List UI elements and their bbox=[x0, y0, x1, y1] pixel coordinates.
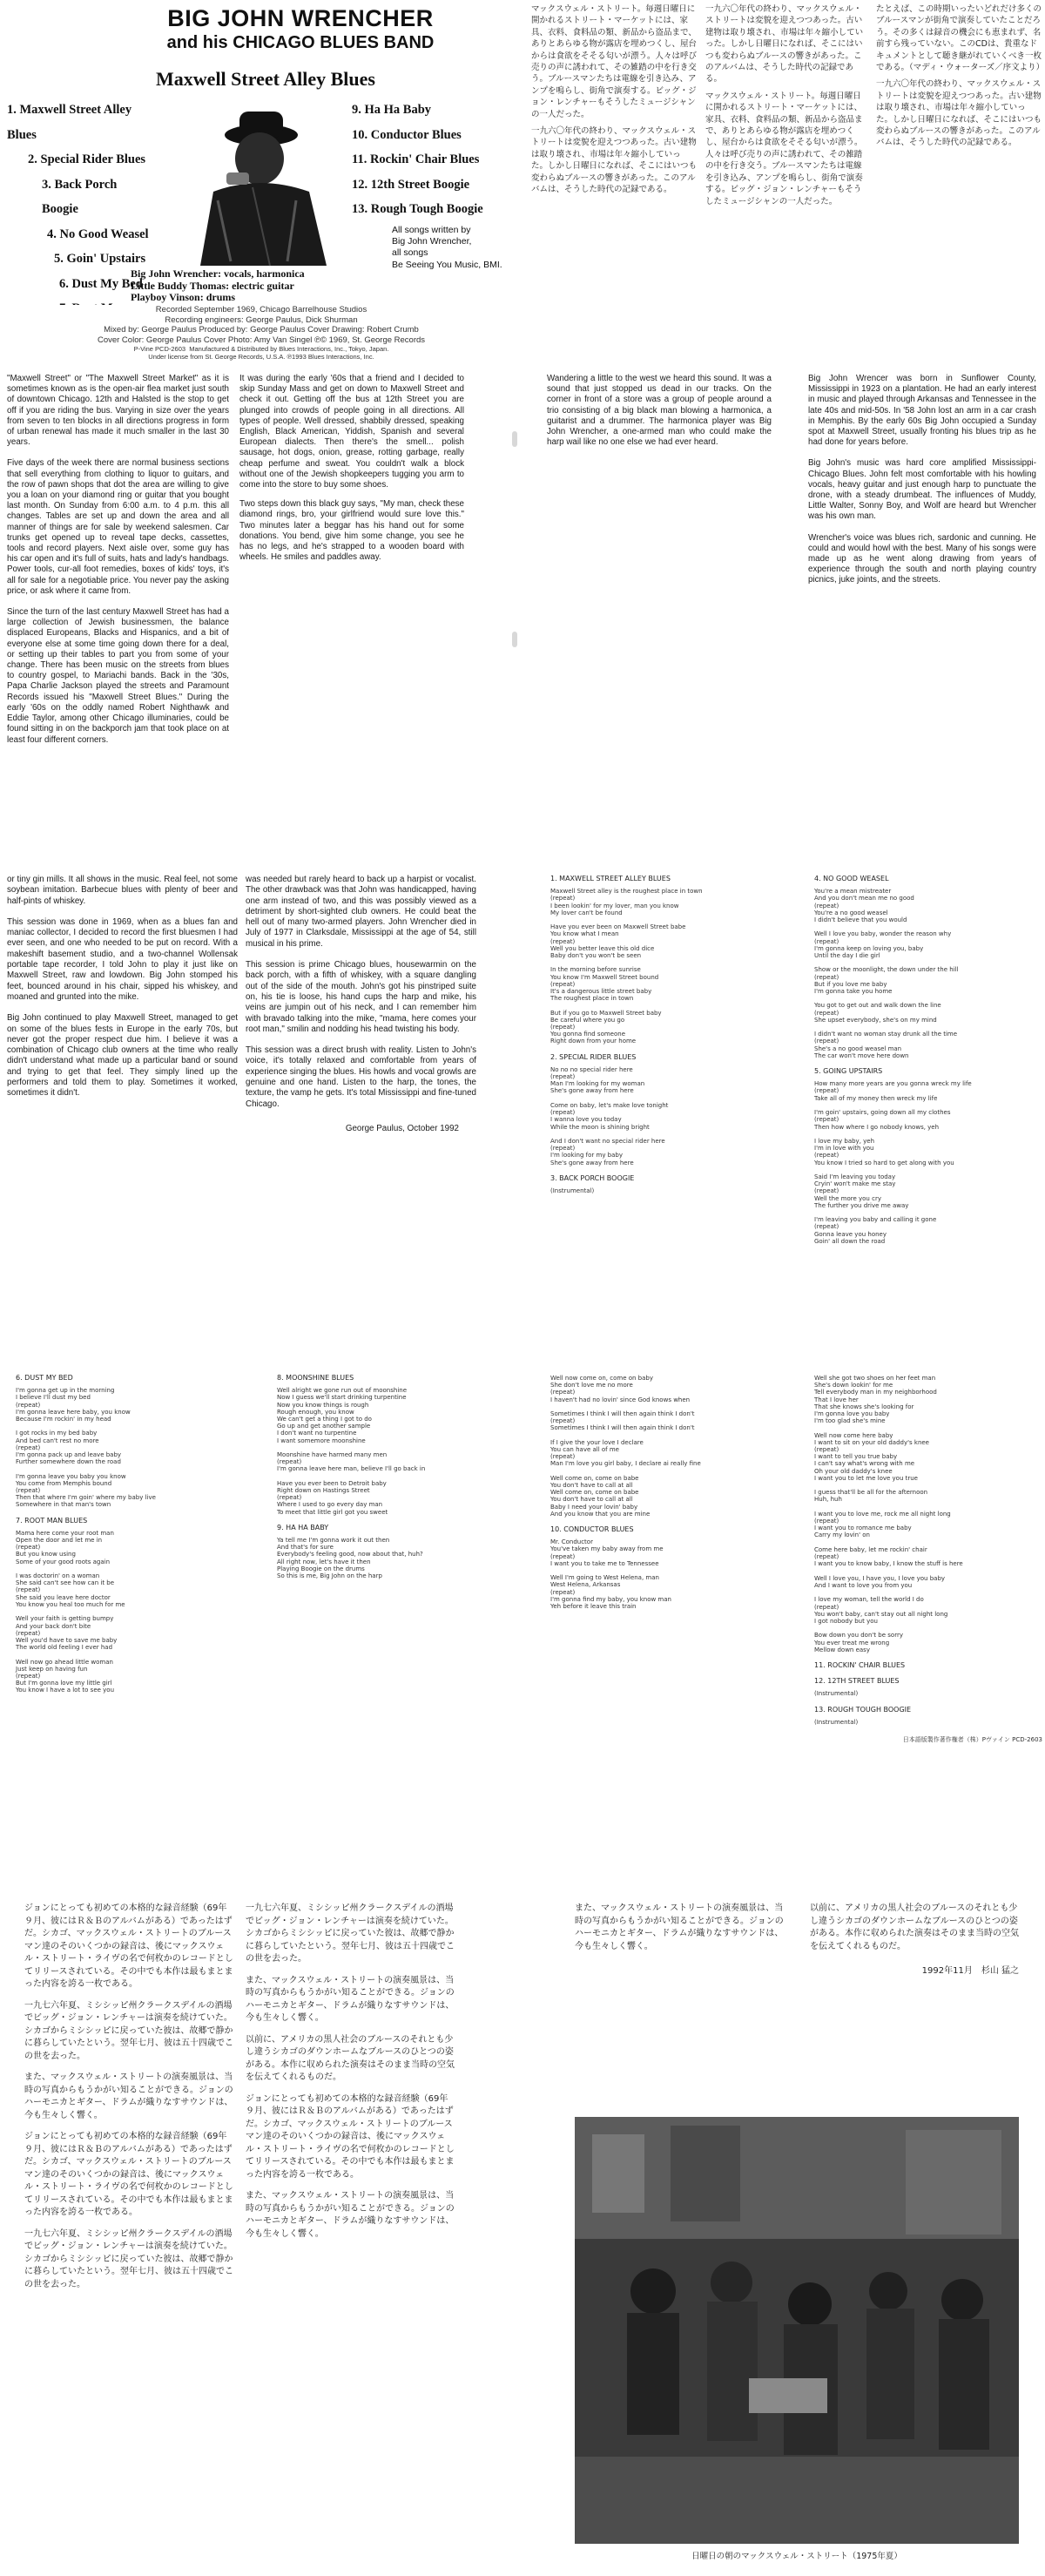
lyric-body: Mr. Conductor You've taken my baby away from me (repeat) I want you to take me to Tennessee Well I'm going to West Helena, man West Helena, Arkansas (repeat) I'm gonna find my baby, you know man Yeh before it leave this train bbox=[550, 1538, 671, 1611]
cover-title-2: and his CHICAGO BLUES BAND bbox=[166, 33, 435, 52]
track-list-right bbox=[352, 98, 517, 222]
lyric-title: 13. ROUGH TOUGH BOOGIE bbox=[814, 1705, 912, 1714]
cover-drawing bbox=[165, 96, 348, 266]
track-item: 1. Maxwell Street Alley Blues bbox=[7, 103, 132, 142]
lyric-body: Maxwell Street alley is the roughest place in town (repeat) I been lookin' for my lover, man you know My lover can't be found Have you ever been on Maxwell Street babe You know what I mean (repeat) Well you better leave this old dice Baby don't you won't be seen In the morning before sunrise You know I'm Maxwell Street bound (repeat) It's a dangerous little street baby The roughest place in town But if you go to Maxwell Street baby Be careful where you go (repeat) You gonna find someone Right down from your home bbox=[550, 888, 703, 1045]
lyrics-col-4 bbox=[277, 1375, 503, 1858]
essay-signature: George Paulus, October 1992 bbox=[345, 1123, 459, 1133]
personnel: Big John Wrencher: vocals, harmonica Little Buddy Thomas: electric guitar Playboy Vinson: drums bbox=[131, 267, 305, 303]
album-title: Maxwell Street Alley Blues bbox=[156, 68, 375, 90]
lyric-title: 7. ROOT MAN BLUES bbox=[16, 1516, 88, 1525]
essay2-col-1: or tiny gin mills. It all shows in the music. Real feel, not some soybean imitation. Barbecue blues with plenty of beer and half-pints of whiskey. This session was done in 1969, when as a blues fan and maniac collector, I decided to record the first bluesmen I had ever seen, and one who needed to be put on record. With a makeshift basement studio, and a two-channel Wollensak portable tape recorder, I told John to play it just like on Maxwell Street, raw and lowdown. Big John stomped his feet, bounced around in his chair, sipped his whiskey, and moaned and grunted into the mike. Big John continued to play Maxwell Street, managed to get on some of the blues fests in Europe in the early 70s, but never got the proper respect due him. I believe it was a combination of Chicago club owners at the time who really didn't understand what made up a particular band or sound and trying to get that feel. They simply lined up the performers and told them to play. Sometimes it worked, sometimes it didn't. bbox=[7, 875, 238, 1099]
street-photo bbox=[575, 2117, 1019, 2544]
track-item: 3. Back Porch Boogie bbox=[42, 177, 118, 216]
jp-col-3: たとえば、この時期いったいどれだけ多くのブルースマンが街角で演奏していたことだろう。その多くは録音の機会にも恵まれず、名前すら残っていない。このCDは、貴重なドキュメントとして聴き継がれていくべき一枚である。（マディ・ウォーターズ／序文より） 一九六〇年代の終わり、マックスウェル・ストリートは変貌を迎えつつあった。古い建物は取り壊され、市場は年々縮小していった。しかし日曜日になれば、そこにはいつも変わらぬブルースの響きがあった。このアルバムは、そうした時代の記録である。 bbox=[876, 4, 1045, 148]
lyric-title: 9. HA HA BABY bbox=[277, 1523, 329, 1531]
essay-panel bbox=[0, 370, 1045, 854]
lyric-title: 3. BACK PORCH BOOGIE bbox=[550, 1173, 635, 1182]
track-item: 4. No Good Weasel bbox=[47, 226, 149, 241]
lyrics-col-1 bbox=[550, 876, 785, 1355]
lyric-title: 6. DUST MY BED bbox=[16, 1374, 73, 1382]
jp-bottom-col-4: 以前に、アメリカの黒人社会のブルースのそれとも少し違うシカゴのダウンホームなブルースのひとつの姿がある。本作に収められた演奏はそのまま当時の空気を伝えてくれるものだ。 1992年11月 杉山 猛之 bbox=[810, 1903, 1019, 2120]
photo-caption: 日曜日の朝のマックスウェル・ストリート（1975年夏） bbox=[691, 2552, 902, 2561]
lyric-body: Well she got two shoes on her feet man She's down lookin' for me Tell everybody man in my neighborhood That I love her That she knows she's looking for I'm gonna love you baby I'm too glad she's mine Well now come here baby I want to sit on your old daddy's knee (repeat) I want to tell you true baby I can't say what's wrong with me Oh your old daddy's knee I want you to let me love you true I guess that'll be all for the afternoon Huh, huh I want you to love me, rock me all night long (repeat) I want you to romance me baby Carry my lovin' on Come here baby, let me rockin' chair (repeat) I want you to know baby, I know the stuff is here Well I love you, I have you, I love you baby And I want to love you from you I love my woman, tell the world I do (repeat) You won't baby, can't stay out all night long I got nobody but you Bow down you don't be sorry You ever treat me wrong Mellow down easy bbox=[814, 1375, 963, 1653]
lyrics-col-2 bbox=[814, 876, 1041, 1355]
essay-col-4: Big John Wrencer was born in Sunflower County, Mississippi in 1923 on a plantation. He had an early interest in music and played through Arkansas and Tennessee in the late 40s and mid-50s. In '58 John lost an arm in a car crash in Memphis. By the early 60s Big John occupied a Sunday spot at Maxwell Street, usually fronting his blues trip as he had done for years before. Big John's music was hard core amplified Mississippi-Chicago Blues. John felt most comfortable with his howling vocals, heavy guitar and just enough harp to punctuate the drone, with a steady drumbeat. The influences of Muddy, Little Walter, Sonny Boy, and Wolf are heard but Wrencher was his own man. Wrencher's voice was blues rich, sardonic and cunning. He could and would howl with the best. Many of his songs were made up as he went along drawing from years of experience through the south and north playing country picnics, juke joints, and the streets. bbox=[808, 374, 1036, 585]
lyric-title: 2. SPECIAL RIDER BLUES bbox=[550, 1052, 637, 1061]
track-item: 5. Goin' Upstairs bbox=[54, 252, 146, 266]
track-item: 6. Dust My Bed bbox=[59, 276, 143, 291]
jp-notes-bottom bbox=[0, 1899, 1045, 2576]
lyric-note: (Instrumental) bbox=[550, 1187, 595, 1194]
lyric-body: Well now come on, come on baby She don't love me no more (repeat) I haven't had no lovin' since God knows when Sometimes I think I will then again think I don't (repeat) Sometimes I think I will then again think I don't If I give the your love I declare You can have all of me (repeat) Man I'm love you girl baby, I declare ai really fine Well come on, come on babe You don't have to call at all Well come on, come on babe You don't have to call at all Baby I need your lovin' baby And you know that you are mine bbox=[550, 1375, 701, 1518]
track-item: 10. Conductor Blues bbox=[352, 127, 462, 142]
jp-notes-top bbox=[531, 0, 1045, 366]
lyric-body: How many more years are you gonna wreck my life (repeat) Take all of my money then wreck my life I'm goin' upstairs, going down all my clothes (repeat) Then how where I go nobody knows, yeh I love my baby, yeh I'm in love with you (repeat) You know I tried so hard to get along with you Said I'm leaving you today Cryin' won't make me stay (repeat) Well the more you cry The further you drive me away I'm leaving you baby and calling it gone (repeat) Gonna leave you honey Goin' all down the road bbox=[814, 1080, 972, 1245]
essay2-panel bbox=[0, 871, 522, 1359]
cover-panel bbox=[0, 0, 522, 305]
track-item: 12. 12th Street Boogie bbox=[352, 177, 470, 192]
page-fold-mark bbox=[512, 431, 517, 447]
track-item: 2. Special Rider Blues bbox=[28, 152, 146, 166]
lyric-body: Well alright we gone run out of moonshine Now I guess we'll start drinking turpentine Now you know things is rough Rough enough, you know We can't get a thing I got to do Go up and get another sample I don't want no turpentine I want somemore moonshine Moonshine have harmed many men (repeat) I'm gonna leave here man, believe I'll go back in Have you ever been to Detroit baby Right down on Hastings Street (repeat) Where I used to go every day man To meet that little girl got you sweet bbox=[277, 1387, 426, 1516]
lyric-body: You're a mean mistreater And you don't mean me no good (repeat) You're a no good weasel I didn't believe that you would Well I love you baby, wonder the reason why (repeat) I'm gonna keep on loving you, baby Until the day I die girl Show or the moonlight, the down under the hill (repeat) But if you love me baby I'm gonna take you home You got to get out and walk down the line (repeat) She upset everybody, she's on my mind I didn't want no woman stay drunk all the time (repeat) She's a no good weasel man The car won't move here down bbox=[814, 888, 959, 1059]
lyric-title: 11. ROCKIN' CHAIR BLUES bbox=[814, 1660, 906, 1669]
jp-bottom-col-1: ジョンにとっても初めての本格的な録音経験（69年９月、彼にはＲ＆Ｂのアルバムがある）であったはずだ。シカゴ、マックスウェル・ストリートのブルースマン達のそのいくつかの録音は、後にマックスウェル・ストリート・ライヴの名で何枚かのレコードとしてリリースされている。その中でも本作は最もまとまった内容を誇る一枚である。 一九七六年夏、ミシシッピ州クラークスデイルの酒場でビッグ・ジョン・レンチャーは演奏を続けていた。シカゴからミシシッピに戻っていた彼は、故郷で静かに暮らしていたという。翌年七月、彼は五十四歳でこの世を去った。 また、マックスウェル・ストリートの演奏風景は、当時の写真からもうかがい知ることができる。ジョンのハーモニカとギター、ドラムが織りなすサウンドは、今も生々しく響く。 ジョンにとっても初めての本格的な録音経験（69年９月、彼にはＲ＆Ｂのアルバムがある）であったはずだ。シカゴ、マックスウェル・ストリートのブルースマン達のそのいくつかの録音は、後にマックスウェル・ストリート・ライヴの名で何枚かのレコードとしてリリースされている。その中でも本作は最もまとまった内容を誇る一枚である。 一九七六年夏、ミシシッピ州クラークスデイルの酒場でビッグ・ジョン・レンチャーは演奏を続けていた。シカゴからミシシッピに戻っていた彼は、故郷で静かに暮らしていたという。翌年七月、彼は五十四歳でこの世を去った。 bbox=[24, 1903, 233, 2289]
jp-date-signature: 1992年11月 杉山 猛之 bbox=[921, 1966, 1019, 1976]
track-item: 11. Rockin' Chair Blues bbox=[352, 152, 480, 166]
lyric-title: 5. GOING UPSTAIRS bbox=[814, 1067, 883, 1076]
lyric-title: 4. NO GOOD WEASEL bbox=[814, 875, 889, 882]
cover-credits: Recorded September 1969, Chicago Barrelhouse Studios Recording engineers: George Paulus, Dick Shurman Mixed by: George Paulus Produced by: George Paulus Cover Drawing: Robert Crumb Cover Color: George Paulus Cover Photo: Amy Van Singel ℗© 1969, St. George Records P-Vine PCD-2603 Manufactured & Distributed by Blues Interactions, Inc., Tokyo, Japan. Under license from St. George Records, U.S.A. ℗1993 Blues Interactions, Inc. bbox=[0, 305, 522, 366]
jp-col-1: マックスウェル・ストリート。毎週日曜日に開かれるストリート・マーケットには、家具、衣料、食料品の類、新品から盗品まで、ありとあらゆる物が露店を埋めつくし、屋台からは食欲をそそる匂いが漂う。人々は呼び売りの声に誘われて、その雑踏の中を行き交う。ブルースマンたちは電線を引き込み、アンプを鳴らし、街角で演奏する。ビッグ・ジョン・レンチャーもそうしたミュージシャンの一人だった。 一九六〇年代の終わり、マックスウェル・ストリートは変貌を迎えつつあった。古い建物は取り壊され、市場は年々縮小していった。しかし日曜日になれば、そこにはいつも変わらぬブルースの響きがあった。このアルバムは、そうした時代の記録である。 bbox=[531, 4, 698, 195]
cover-title-1: BIG JOHN WRENCHER bbox=[167, 5, 434, 31]
catalog-number: P-Vine PCD-2603 bbox=[133, 345, 186, 353]
lyric-title: 10. CONDUCTOR BLUES bbox=[550, 1525, 634, 1534]
track-item: 9. Ha Ha Baby bbox=[352, 103, 432, 117]
songwriter-credits: All songs written by Big John Wrencher, all songs Be Seeing You Music, BMI. bbox=[392, 225, 502, 270]
track-item: 13. Rough Tough Boogie bbox=[352, 202, 483, 216]
jp-bottom-col-2: 一九七六年夏、ミシシッピ州クラークスデイルの酒場でビッグ・ジョン・レンチャーは演奏を続けていた。シカゴからミシシッピに戻っていた彼は、故郷で静かに暮らしていたという。翌年七月、彼は五十四歳でこの世を去った。 また、マックスウェル・ストリートの演奏風景は、当時の写真からもうかがい知ることができる。ジョンのハーモニカとギター、ドラムが織りなすサウンドは、今も生々しく響く。 以前に、アメリカの黒人社会のブルースのそれとも少し違うシカゴのダウンホームなブルースのひとつの姿がある。本作に収められた演奏はそのまま当時の空気を伝えてくれるものだ。 ジョンにとっても初めての本格的な録音経験（69年９月、彼にはＲ＆Ｂのアルバムがある）であったはずだ。シカゴ、マックスウェル・ストリートのブルースマン達のそのいくつかの録音は、後にマックスウェル・ストリート・ライヴの名で何枚かのレコードとしてリリースされている。その中でも本作は最もまとまった内容を誇る一枚である。 また、マックスウェル・ストリートの演奏風景は、当時の写真からもうかがい知ることができる。ジョンのハーモニカとギター、ドラムが織りなすサウンドは、今も生々しく響く。 bbox=[246, 1903, 455, 2239]
lyric-note: (Instrumental) bbox=[814, 1690, 859, 1698]
lyric-title: 8. MOONSHINE BLUES bbox=[277, 1374, 354, 1382]
essay-col-2: It was during the early '60s that a friend and I decided to skip Sunday Mass and get on down to Maxwell Street and check it out. Getting off the bus at 12th Street you are plunged into crowds of people going in all directions. All types of people. Well dressed, shabbily dressed, speaking English, Black American, Yiddish, Spanish and several European dialects. Then there's the smell... polish sausage, hot dogs, onion, grease, rotting garbage, really cheap perfume and sweat. You couldn't walk a block without one of the Jewish shopkeepers tugging you arm to come into the store to buy some shoes. Two steps down this black guy says, "My man, check these diamond rings, bro, your girlfriend would sure love this." Two minutes later a beggar has his hand out for some donations. You bend, give him some change, you see he has no legs, and he's strapped to a wooden board with wheels. He smiles and paddles away. bbox=[239, 374, 464, 563]
lyric-body: No no no special rider here (repeat) Man I'm looking for my woman She's gone away from here Come on baby, let's make love tonight (repeat) I wanna love you today While the moon is shining bright And I don't want no special rider here (repeat) I'm looking for my baby She's gone away from here bbox=[550, 1065, 669, 1166]
lyrics-col-5 bbox=[550, 1375, 781, 1858]
jp-col-2: 一九六〇年代の終わり、マックスウェル・ストリートは変貌を迎えつつあった。古い建物は取り壊され、市場は年々縮小していった。しかし日曜日になれば、そこにはいつも変わらぬブルースの響きがあった。このアルバムは、そうした時代の記録である。 マックスウェル・ストリート。毎週日曜日に開かれるストリート・マーケットには、家具、衣料、食料品の類、新品から盗品まで、ありとあらゆる物が露店を埋めつくし、屋台からは食欲をそそる匂いが漂う。人々は呼び売りの声に誘われて、その雑踏の中を行き交う。ブルースマンたちは電線を引き込み、アンプを鳴らし、街角で演奏する。ビッグ・ジョン・レンチャーもそうしたミュージシャンの一人だった。 bbox=[705, 4, 864, 206]
lyric-body: Ya tell me I'm gonna work it out then And that's for sure Everybody's feeling good, now about that, huh? All right now, let's have it then Playing Boogie on the drums So this is me, Big John on the harp bbox=[277, 1537, 423, 1580]
lyric-body: Mama here come your root man Open the door and let me in (repeat) But you know using Some of your good roots again I was doctorin' on a woman She said can't see how can it be (repeat) She said you leave here doctor You know you heal too much for me Well your faith is getting bumpy And your back don't bite (repeat) Well you'd have to save me baby The world old feeling I ever had Well now go ahead little woman Just keep on having fun (repeat) But I'm gonna love my little girl You know I have a lot to see you bbox=[16, 1529, 125, 1694]
essay-col-3: Wandering a little to the west we heard this sound. It was a sound that just stopped us dead in our tracks. On the corner in front of a store was a group of people around a trio consisting of a big black man blowing a harmonica, a guitarist and a drummer. The harmonica player was Big John Wrencher, a one-armed man who could make the harp wail like no one else we had ever heard. bbox=[547, 374, 772, 448]
lyrics-col-3 bbox=[16, 1375, 242, 1858]
page-fold-mark bbox=[512, 632, 517, 647]
lyric-note: (Instrumental) bbox=[814, 1718, 859, 1726]
lyric-title: 12. 12TH STREET BLUES bbox=[814, 1677, 900, 1686]
lyric-body: I'm gonna get up in the morning I believe I'll dust my bed (repeat) I'm gonna leave here baby, you know Because I'm rockin' in my head I got rocks in my bed baby And bed can't rest no more (repeat) I'm gonna pack up and leave baby Further somewhere down the road I'm gonna leave you baby you know You come from Memphis bound (repeat) Then that where I'm goin' where my baby live Somewhere in that man's town bbox=[16, 1387, 156, 1509]
jp-credit: 日本語版製作著作権者（株）Pヴァイン PCD-2603 bbox=[902, 1735, 1042, 1743]
lyric-title: 1. MAXWELL STREET ALLEY BLUES bbox=[550, 875, 671, 882]
jp-bottom-col-3: また、マックスウェル・ストリートの演奏風景は、当時の写真からもうかがい知ることができる。ジョンのハーモニカとギター、ドラムが織りなすサウンドは、今も生々しく響く。 bbox=[575, 1903, 784, 1951]
lyrics-col-6 bbox=[814, 1375, 1042, 1858]
essay2-col-2: was needed but rarely heard to back up a harpist or vocalist. The other drawback was that John was handicapped, having one arm instead of two, and this was possibly viewed as a detriment by short-sighted club owners. He could beat the hell out of many two-armed players. John Wrencher died in July of 1977 in Clarksdale, Mississippi at the age of 54, still musical in his prime. This session is prime Chicago blues, housewarmin on the back porch, with a fifth of whiskey, with a square dangling out of the side of the mouth. John's got his pinstriped suite on, his tie is loose, his hand cups the harp and mike, his veins are jumpin out of his neck, and I can remember him with bravado talking into the mike, "mama, here comes your root man," smilin and nodding his head twisting his body. This session was a direct brush with reality. Listen to John's voice, it's totally relaxed and comfortable from years of experience singing the blues. His howls and vocal growls are genuine and one hand. Listen to the harp, the tones, the texture, the vamp he gets. It's total Mississippi and fine-tuned Chicago. George Paulus, October 1992 bbox=[246, 875, 476, 1133]
essay-col-1: "Maxwell Street" or "The Maxwell Street Market" as it is sometimes known as is the open-air flea market just south of downtown Chicago. 12th and Halsted is the stop to get off if you are riding the bus. Varying in size over the years from seven to ten blocks in all directions progress in form of urban renewal has made it much smaller in the last 30 years. Five days of the week there are normal business sections that sell everything from clothing to liquor to guitars, and the row of pawn shops that dot the area are willing to give you a loan on your diamond ring or guitar that you bought last month. On Sunday from 6:00 a.m. to 4 p.m. this all changes. Tables are set up and down the area and all manner of things are for sale by weekend salesmen. Car trunks get opened up to reveal tape decks, cassettes, tools and record players. Next aisle over, some guy has his car open and it's full of suits, hats and lady's handbags. Power tools, cur-all foot remedies, boxes of kids' toys, it's all for sale for a negotiable price. You never pay the asking price, or ask where it came from. Since the turn of the last century Maxwell Street has had a large collection of Jewish businessmen, the balance displaced Europeans, Blacks and Hispanics, and a bit of everyone else at some time going down there for a deal, or setting up their tables to part you from some of your change. There has been music on the streets from blues to country gospel, to Mariachi bands. Back in the '30s, Papa Charlie Jackson played the streets and Paramount Records issued his "Maxwell Street Blues." During the early '60s on the oddly named Robert Nighthawk and Eddie Taylor, among other Chicago illuminaries, could be found sitting in on the backporch jam that took place on at least four different corners. bbox=[7, 374, 229, 745]
